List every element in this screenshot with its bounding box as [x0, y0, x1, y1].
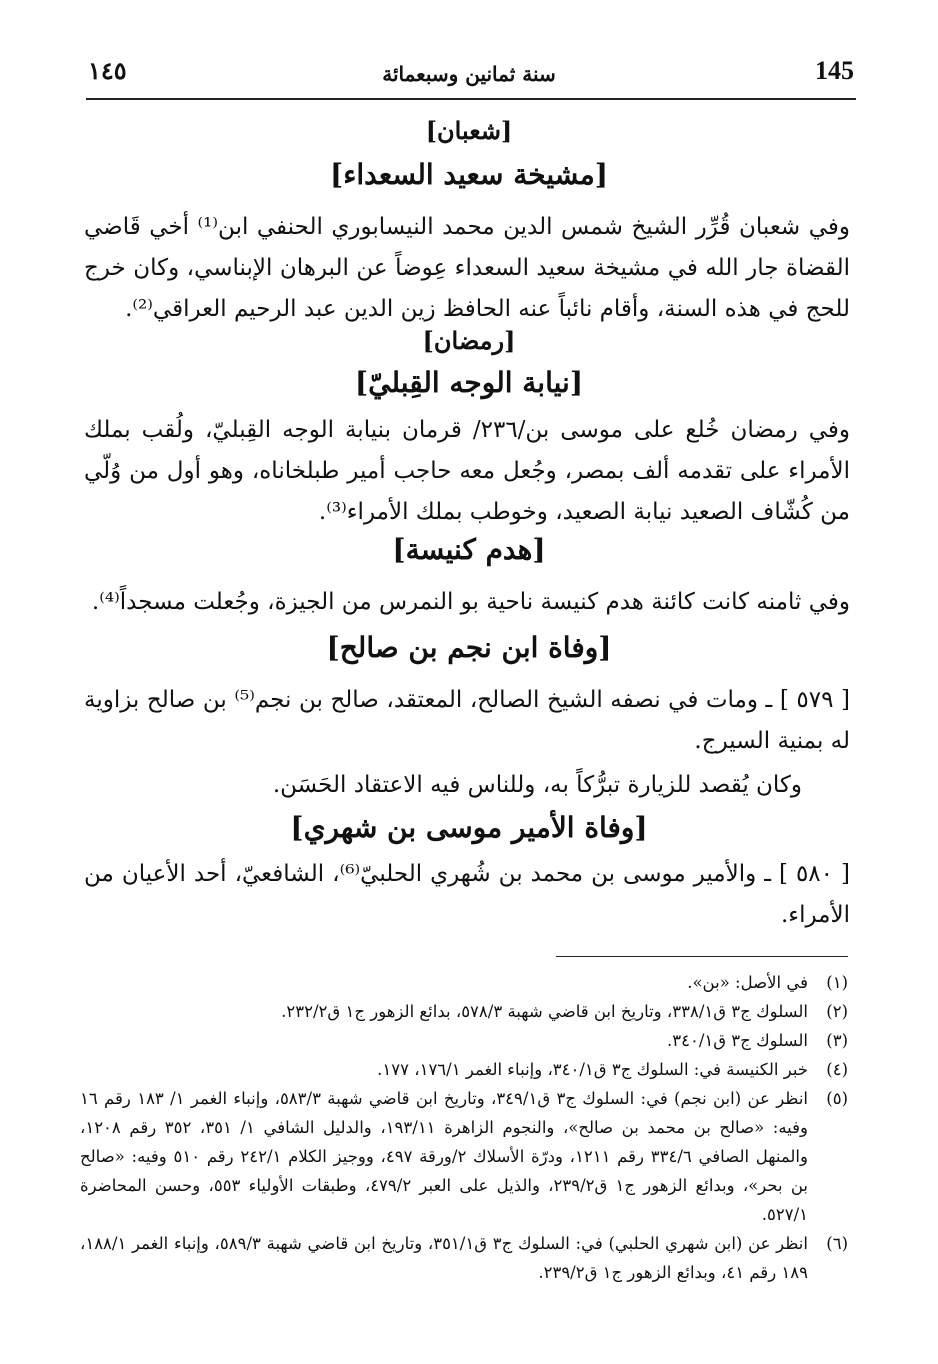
- footnote: [80, 968, 848, 997]
- biography-entry: [ ٥٧٩ ] ـ ومات في نصفه الشيخ الصالح، المعتقد، صالح بن نجم⁽⁵⁾ بن صالح بزاوية له بمنية السيرج.: [84, 687, 850, 754]
- month-heading-ramadan: [رمضان]: [422, 326, 516, 355]
- footnote: [80, 997, 848, 1026]
- footnote-text: انظر عن (ابن شهري الحلبي) في: السلوك ج٣ ق٣٥١/١، وتاريخ ابن قاضي شهبة ٥٨٩/٣، وإنباء الغمر ١٨٨/١، ١٨٩ رقم ٤١، وبدائع الزهور ج١ ق٢٣٩/٢.: [80, 1234, 808, 1282]
- footnote-text: خبر الكنيسة في: السلوك ج٣ ق٣٤٠/١، وإنباء الغمر ١٧٦/١، ١٧٧.: [377, 1060, 808, 1079]
- footnote-number: (٣): [826, 1031, 848, 1050]
- section-heading: [نيابة الوجه القِبليّ]: [354, 366, 584, 399]
- footnote-text: انظر عن (ابن نجم) في: السلوك ج٣ ق٣٤٩/١، وتاريخ ابن قاضي شهبة ٥٨٣/٣، وإنباء الغمر ١/ ١٨٣ رقم ١٦ وفيه: «صالح بن محمد بن صالح»، والنجوم الزاهرة ١٩٣/١١، والدليل الشافي ١/ ٣٥١، ٣٥٢ رقم ١٢٠٨، والمنهل الصافي ٣٣٤/٦ رقم ١٢١١، ودرّة الأسلاك ٢/ورقة ٤٩٧، ووجيز الكلام ٢٤٢/١ رقم ٥١٠ وفيه: «صالح بن بحر»، وبدائع الزهور ج١ ق٢٣٩/٢، والذيل على العبر ٤٧٩/٢، وطبقات الأولياء ٥٥٣، وحسن المحاضرة ٥٢٧/١.: [80, 1089, 809, 1224]
- footnote: [80, 1084, 848, 1229]
- footnote-number: (٦): [826, 1234, 848, 1253]
- footnote-text: السلوك ج٣ ق٣٤٠/١.: [666, 1031, 808, 1050]
- footnote: [80, 1026, 848, 1055]
- section-heading: [مشيخة سعيد السعداء]: [329, 158, 609, 191]
- biography-entry: [ ٥٨٠ ] ـ والأمير موسى بن محمد بن شُهري الحلبيّ⁽⁶⁾، الشافعيّ، أحد الأعيان من الأمراء.: [84, 861, 850, 928]
- body-paragraph: وفي شعبان قُرِّر الشيخ شمس الدين محمد النيسابوري الحنفي ابن⁽¹⁾ أخي قَاضي القضاة جار الله في مشيخة سعيد السعداء عِوضاً عن البرهان الإبناسي، وكان خرج للحج في هذه السنة، وأقام نائباً عنه الحافظ زين الدين عبد الرحيم العراقي⁽²⁾.: [84, 214, 850, 322]
- footnote-number: (٢): [826, 1002, 848, 1021]
- body-paragraph: وفي ثامنه كانت كائنة هدم كنيسة ناحية بو النمرس من الجيزة، وجُعلت مسجداً⁽⁴⁾.: [91, 589, 850, 615]
- running-title: سنة ثمانين وسبعمائة: [382, 62, 556, 86]
- section-heading: [وفاة الأمير موسى بن شهري]: [290, 811, 648, 844]
- footnote: [80, 1055, 848, 1084]
- footnotes: [80, 968, 848, 1287]
- footnote-text: في الأصل: «بن».: [687, 973, 808, 992]
- month-heading-shaban: [شعبان]: [425, 116, 513, 145]
- section-heading: [هدم كنيسة]: [392, 533, 546, 566]
- body-paragraph: وفي رمضان خُلع على موسى بن/٢٣٦/ قرمان بنيابة الوجه القِبليّ، ولُقب بملك الأمراء على تقدمه ألف بمصر، وجُعل معه حاجب أمير طبلخاناه، وهو أول من وُلّي من كُشّاف الصعيد نيابة الصعيد، وخوطب بملك الأمراء⁽³⁾.: [84, 417, 850, 525]
- footnote-number: (٥): [826, 1089, 848, 1108]
- page-number-arabic: ١٤٥: [88, 56, 127, 85]
- section-heading: [وفاة ابن نجم بن صالح]: [326, 631, 612, 664]
- header-divider: [86, 98, 856, 100]
- footnote: [80, 1229, 848, 1287]
- footnote-text: السلوك ج٣ ق٣٣٨/١، وتاريخ ابن قاضي شهبة ٥٧٨/٣، بدائع الزهور ج١ ق٢٣٢/٢.: [281, 1002, 808, 1021]
- footnote-divider: [556, 956, 848, 957]
- page-number-latin: 145: [815, 56, 854, 85]
- body-paragraph: وكان يُقصد للزيارة تبرُّكاً به، وللناس فيه الاعتقاد الحَسَن.: [272, 772, 802, 798]
- footnote-number: (٤): [826, 1060, 848, 1079]
- footnote-number: (١): [826, 973, 848, 992]
